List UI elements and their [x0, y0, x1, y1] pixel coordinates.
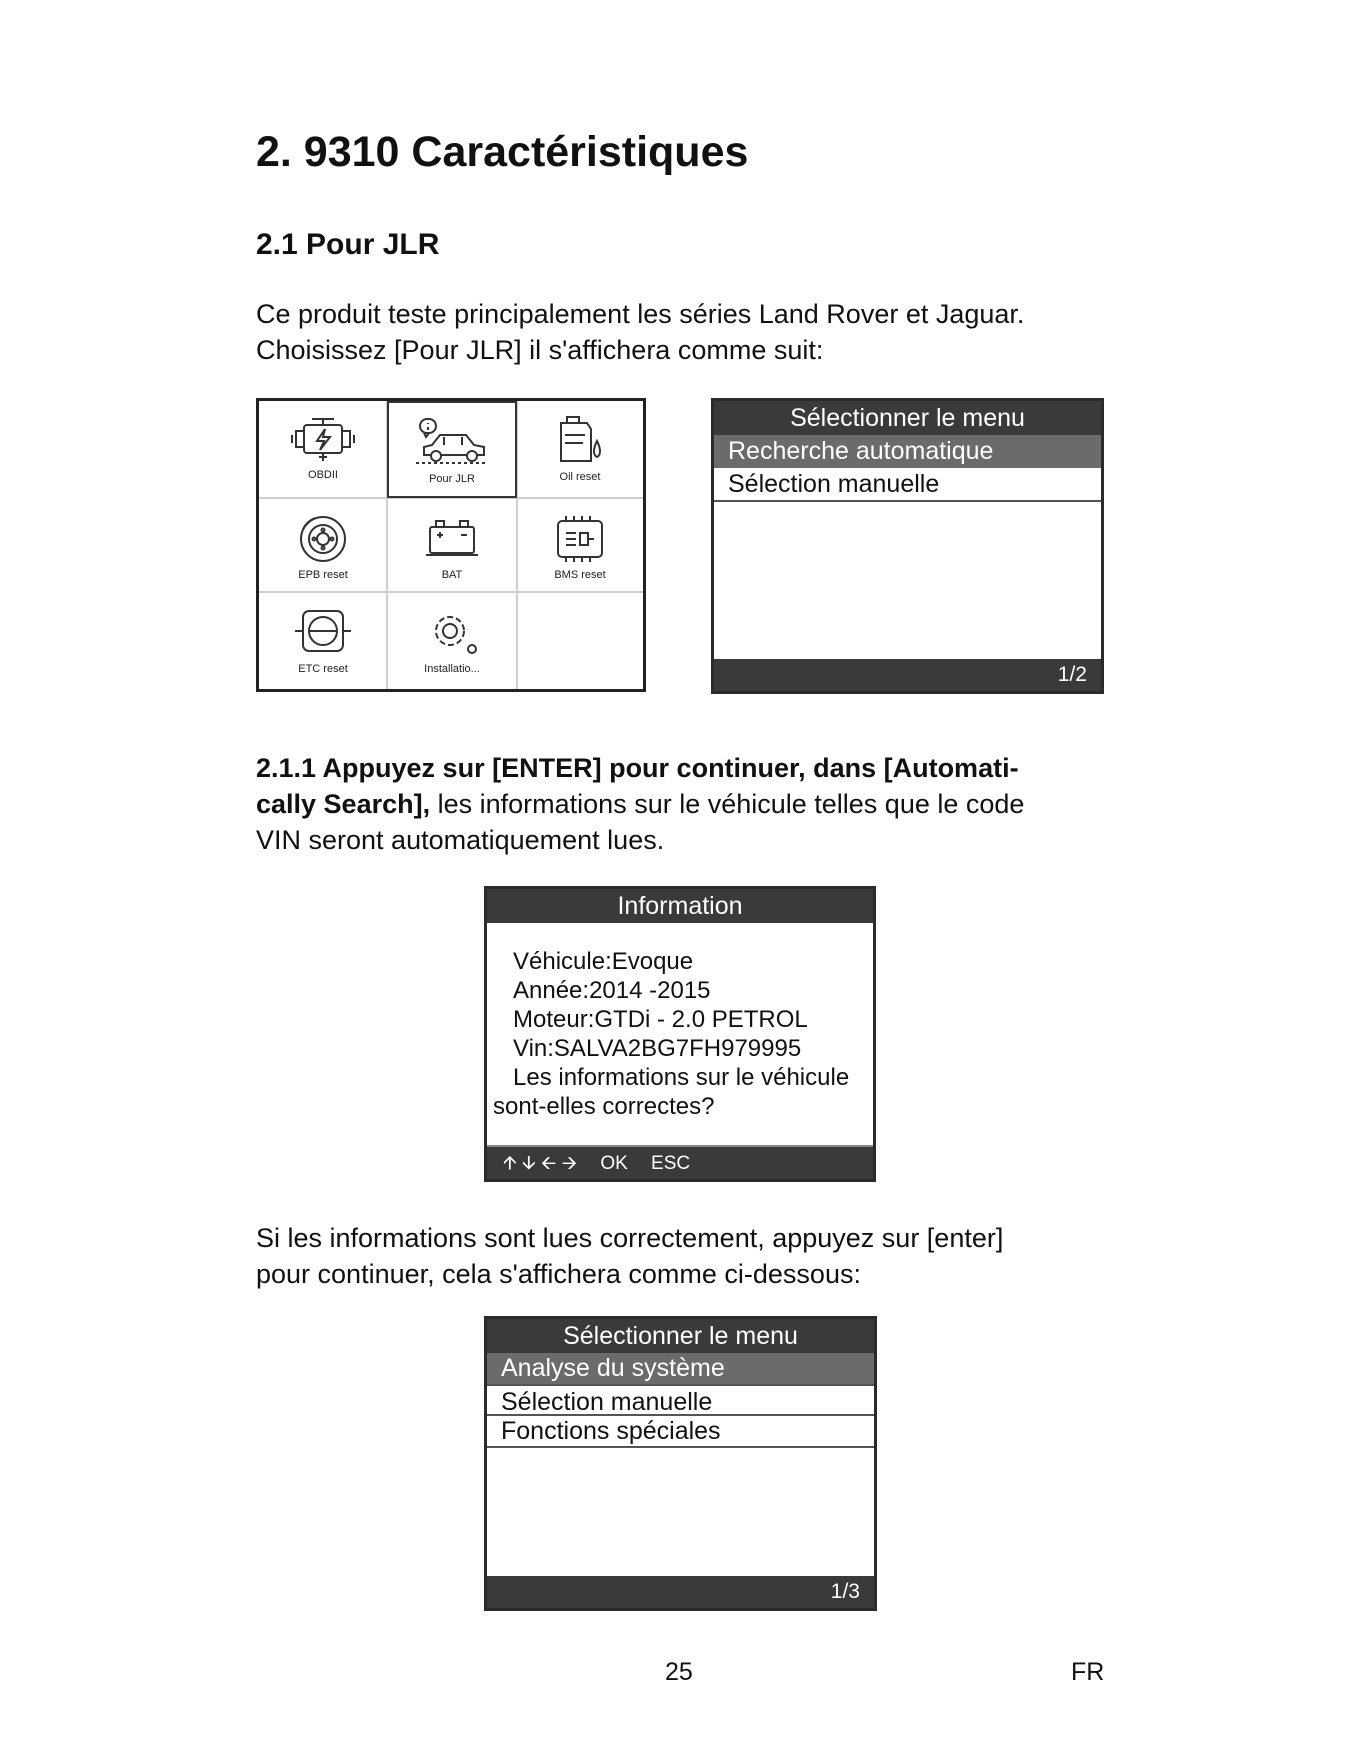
page-indicator: 1/2	[714, 659, 1101, 691]
grid-item-installation[interactable]	[387, 593, 517, 689]
grid-item-label: OBDII	[308, 469, 338, 481]
function-grid	[256, 398, 646, 692]
arrow-up-icon[interactable]: 🡩	[503, 1153, 517, 1174]
grid-item-pour-jlr[interactable]	[387, 401, 517, 498]
information-screen	[484, 886, 876, 1182]
grid-item-label: ETC reset	[298, 663, 348, 675]
menu-item-selection-manuelle[interactable]: Sélection manuelle	[714, 468, 1101, 502]
intro-line-2: Choisissez [Pour JLR] il s'affichera comme suit:	[256, 335, 824, 365]
grid-item-oil-reset[interactable]	[517, 401, 643, 497]
esc-button[interactable]: ESC	[651, 1153, 691, 1174]
page-number: 25	[665, 1658, 693, 1686]
section-2-1-1-bold-term: cally Search],	[256, 789, 431, 819]
throttle-icon	[293, 607, 353, 657]
info-question-2: sont-elles correctes?	[493, 1093, 715, 1120]
arrow-left-icon[interactable]: 🡨	[540, 1153, 557, 1174]
grid-item-obdii[interactable]	[259, 401, 387, 497]
menu-item-fonctions-speciales[interactable]: Fonctions spéciales	[487, 1416, 874, 1448]
continue-paragraph	[256, 1220, 1156, 1292]
ok-button[interactable]: OK	[600, 1153, 628, 1174]
grid-item-bat[interactable]	[387, 499, 517, 591]
menu-screen-1	[711, 398, 1104, 694]
language-code: FR	[1071, 1658, 1105, 1686]
menu-item-recherche-automatique[interactable]: Recherche automatique	[714, 435, 1101, 468]
info-question-1: Les informations sur le véhicule	[513, 1064, 850, 1091]
grid-item-label: EPB reset	[298, 569, 348, 581]
intro-line-1: Ce produit teste principalement les séries Land Rover et Jaguar.	[256, 299, 1025, 329]
battery-icon	[422, 513, 482, 563]
section-2-1-1-paragraph	[256, 750, 1116, 858]
menu-title: Sélectionner le menu	[487, 1319, 874, 1353]
section-2-1-1-line-3: VIN seront automatiquement lues.	[256, 825, 665, 855]
grid-item-label: Installatio...	[424, 663, 480, 675]
info-engine: Moteur:GTDi - 2.0 PETROL	[513, 1006, 808, 1033]
continue-line-1: Si les informations sont lues correctement, appuyez sur [enter]	[256, 1223, 1004, 1253]
oil-can-icon	[553, 415, 607, 465]
menu-item-analyse-du-systeme[interactable]: Analyse du système	[487, 1353, 874, 1384]
grid-item-label: Pour JLR	[429, 473, 475, 485]
section-2-1-1-bold-line: 2.1.1 Appuyez sur [ENTER] pour continuer, dans [Automati-	[256, 753, 1019, 783]
arrow-right-icon[interactable]: 🡪	[561, 1153, 578, 1174]
grid-item-label: Oil reset	[559, 471, 601, 483]
menu-item-selection-manuelle[interactable]: Sélection manuelle	[487, 1384, 874, 1416]
information-body	[493, 947, 850, 1121]
info-year: Année:2014 -2015	[513, 977, 711, 1004]
grid-item-epb-reset[interactable]	[259, 499, 387, 591]
information-title: Information	[487, 889, 873, 923]
continue-line-2: pour continuer, cela s'affichera comme ci-dessous:	[256, 1259, 861, 1289]
grid-item-label: BMS reset	[554, 569, 606, 581]
grid-item-etc-reset[interactable]	[259, 593, 387, 689]
brake-disc-icon	[295, 513, 351, 563]
page-indicator: 1/3	[487, 1576, 874, 1608]
information-footer	[487, 1145, 873, 1179]
page-heading: 2. 9310 Caractéristiques	[256, 128, 749, 176]
intro-paragraph	[256, 296, 1156, 368]
section-2-1-1-text: les informations sur le véhicule telles que le code	[430, 789, 1025, 819]
info-vehicle: Véhicule:Evoque	[513, 948, 694, 975]
arrow-down-icon[interactable]: 🡫	[521, 1153, 536, 1174]
car-info-icon	[414, 417, 490, 467]
engine-icon	[290, 415, 356, 463]
info-vin: Vin:SALVA2BG7FH979995	[513, 1035, 802, 1062]
bms-chip-icon	[550, 513, 610, 563]
gear-icon	[422, 607, 482, 657]
section-heading: 2.1 Pour JLR	[256, 228, 440, 261]
grid-item-label: BAT	[441, 569, 463, 581]
menu-screen-2	[484, 1316, 877, 1611]
menu-title: Sélectionner le menu	[714, 401, 1101, 435]
grid-item-bms-reset[interactable]	[517, 499, 643, 591]
